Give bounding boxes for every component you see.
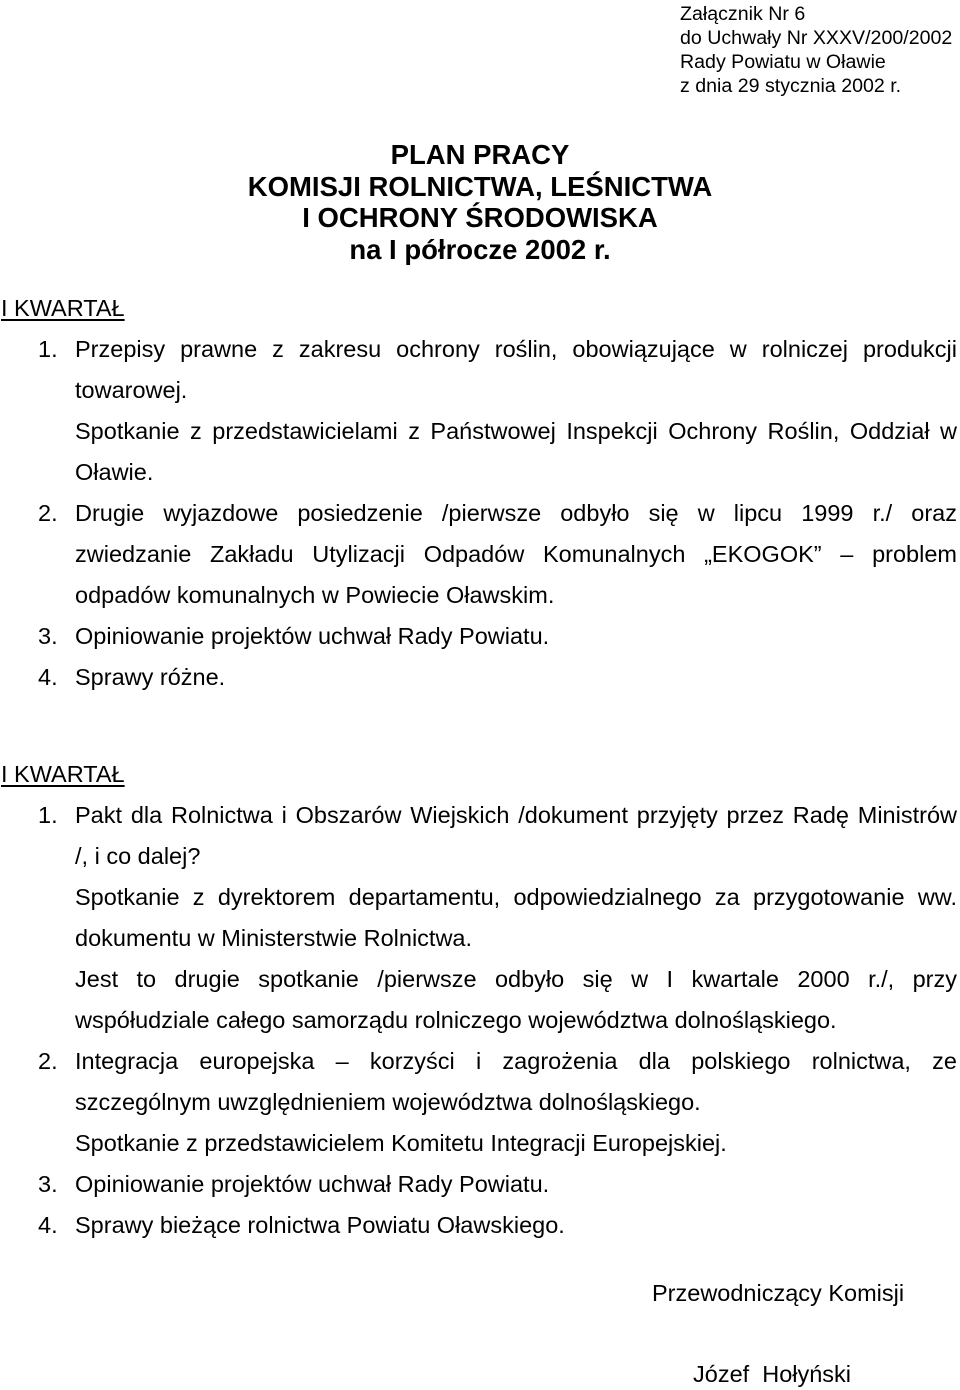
signature-name: Józef Hołyński xyxy=(693,1361,852,1387)
text-line: towarowej. xyxy=(75,376,188,403)
text-line: szczególnym uwzględnieniem województwa dolnośląskiego. xyxy=(75,1088,701,1115)
item-number: 4. xyxy=(38,663,58,690)
document-title xyxy=(0,139,960,266)
attachment-header xyxy=(680,2,952,98)
list-item xyxy=(0,493,960,616)
paragraph xyxy=(75,959,957,1041)
item-body xyxy=(75,616,957,657)
paragraph xyxy=(75,795,957,877)
section-quarter-first xyxy=(0,288,960,698)
text-line: Opiniowanie projektów uchwał Rady Powiatu. xyxy=(75,1170,550,1197)
text-line: Opiniowanie projektów uchwał Rady Powiatu. xyxy=(75,622,550,649)
list-item xyxy=(0,795,960,1041)
list-item xyxy=(0,616,960,657)
item-body xyxy=(75,657,957,698)
text-line: Sprawy różne. xyxy=(75,663,226,690)
text-line: Jest to drugie spotkanie /pierwsze odbyło się w I kwartale 2000 r./, przy xyxy=(75,965,957,992)
text-line: Integracja europejska – korzyści i zagrożenia dla polskiego rolnictwa, ze xyxy=(75,1047,957,1074)
paragraph xyxy=(75,1123,957,1164)
item-body xyxy=(75,1205,957,1246)
header-line: Załącznik Nr 6 xyxy=(680,3,806,25)
title-line: PLAN PRACY xyxy=(390,139,570,170)
item-body xyxy=(75,493,957,616)
title-line: I OCHRONY ŚRODOWISKA xyxy=(302,202,658,234)
paragraph xyxy=(75,877,957,959)
item-number: 1. xyxy=(38,801,58,828)
text-line: Oławie. xyxy=(75,458,154,485)
paragraph xyxy=(75,1041,957,1123)
section-quarter-second xyxy=(0,754,960,1246)
item-number: 2. xyxy=(38,1047,58,1074)
item-body xyxy=(75,1041,957,1164)
header-line: z dnia 29 stycznia 2002 r. xyxy=(680,75,902,97)
paragraph xyxy=(75,411,957,493)
text-line: /, i co dalej? xyxy=(75,842,201,869)
list-item xyxy=(0,329,960,493)
list-item xyxy=(0,1041,960,1164)
item-number: 2. xyxy=(38,499,58,526)
paragraph xyxy=(75,329,957,411)
text-line: zwiedzanie Zakładu Utylizacji Odpadów Komunalnych „EKOGOK” – problem xyxy=(75,540,957,567)
text-line: Sprawy bieżące rolnictwa Powiatu Oławskiego. xyxy=(75,1211,565,1238)
signature-role: Przewodniczący Komisji xyxy=(652,1280,905,1306)
text-line: Spotkanie z dyrektorem departamentu, odpowiedzialnego za przygotowanie ww. xyxy=(75,883,957,910)
header-line: Rady Powiatu w Oławie xyxy=(680,51,886,73)
paragraph xyxy=(75,657,957,698)
title-line: KOMISJI ROLNICTWA, LEŚNICTWA xyxy=(247,170,713,202)
paragraph xyxy=(75,616,957,657)
text-line: Przepisy prawne z zakresu ochrony roślin, obowiązujące w rolniczej produkcji xyxy=(75,335,957,362)
paragraph xyxy=(75,1164,957,1205)
item-number: 1. xyxy=(38,335,58,362)
text-line: Spotkanie z przedstawicielami z Państwowej Inspekcji Ochrony Roślin, Oddział w xyxy=(75,417,957,444)
list-item xyxy=(0,657,960,698)
item-number: 3. xyxy=(38,622,58,649)
item-body xyxy=(75,795,957,1041)
list-item xyxy=(0,1164,960,1205)
section-heading: I KWARTAŁ xyxy=(1,294,125,321)
item-number: 4. xyxy=(38,1211,58,1238)
text-line: współudziale całego samorządu rolniczego województwa dolnośląskiego. xyxy=(75,1006,837,1033)
paragraph xyxy=(75,1205,957,1246)
item-body xyxy=(75,1164,957,1205)
title-line: na I półrocze 2002 r. xyxy=(349,234,611,266)
list-item xyxy=(0,1205,960,1246)
text-line: Pakt dla Rolnictwa i Obszarów Wiejskich /dokument przyjęty przez Radę Ministrów xyxy=(75,801,957,828)
text-line: odpadów komunalnych w Powiecie Oławskim. xyxy=(75,581,555,608)
item-number: 3. xyxy=(38,1170,58,1197)
item-body xyxy=(75,329,957,493)
header-line: do Uchwały Nr XXXV/200/2002 xyxy=(680,27,953,49)
text-line: Spotkanie z przedstawicielem Komitetu Integracji Europejskiej. xyxy=(75,1129,727,1156)
paragraph xyxy=(75,493,957,616)
text-line: dokumentu w Ministerstwie Rolnictwa. xyxy=(75,924,473,951)
text-line: Drugie wyjazdowe posiedzenie /pierwsze odbyło się w lipcu 1999 r./ oraz xyxy=(75,499,957,526)
section-heading: I KWARTAŁ xyxy=(1,760,125,787)
